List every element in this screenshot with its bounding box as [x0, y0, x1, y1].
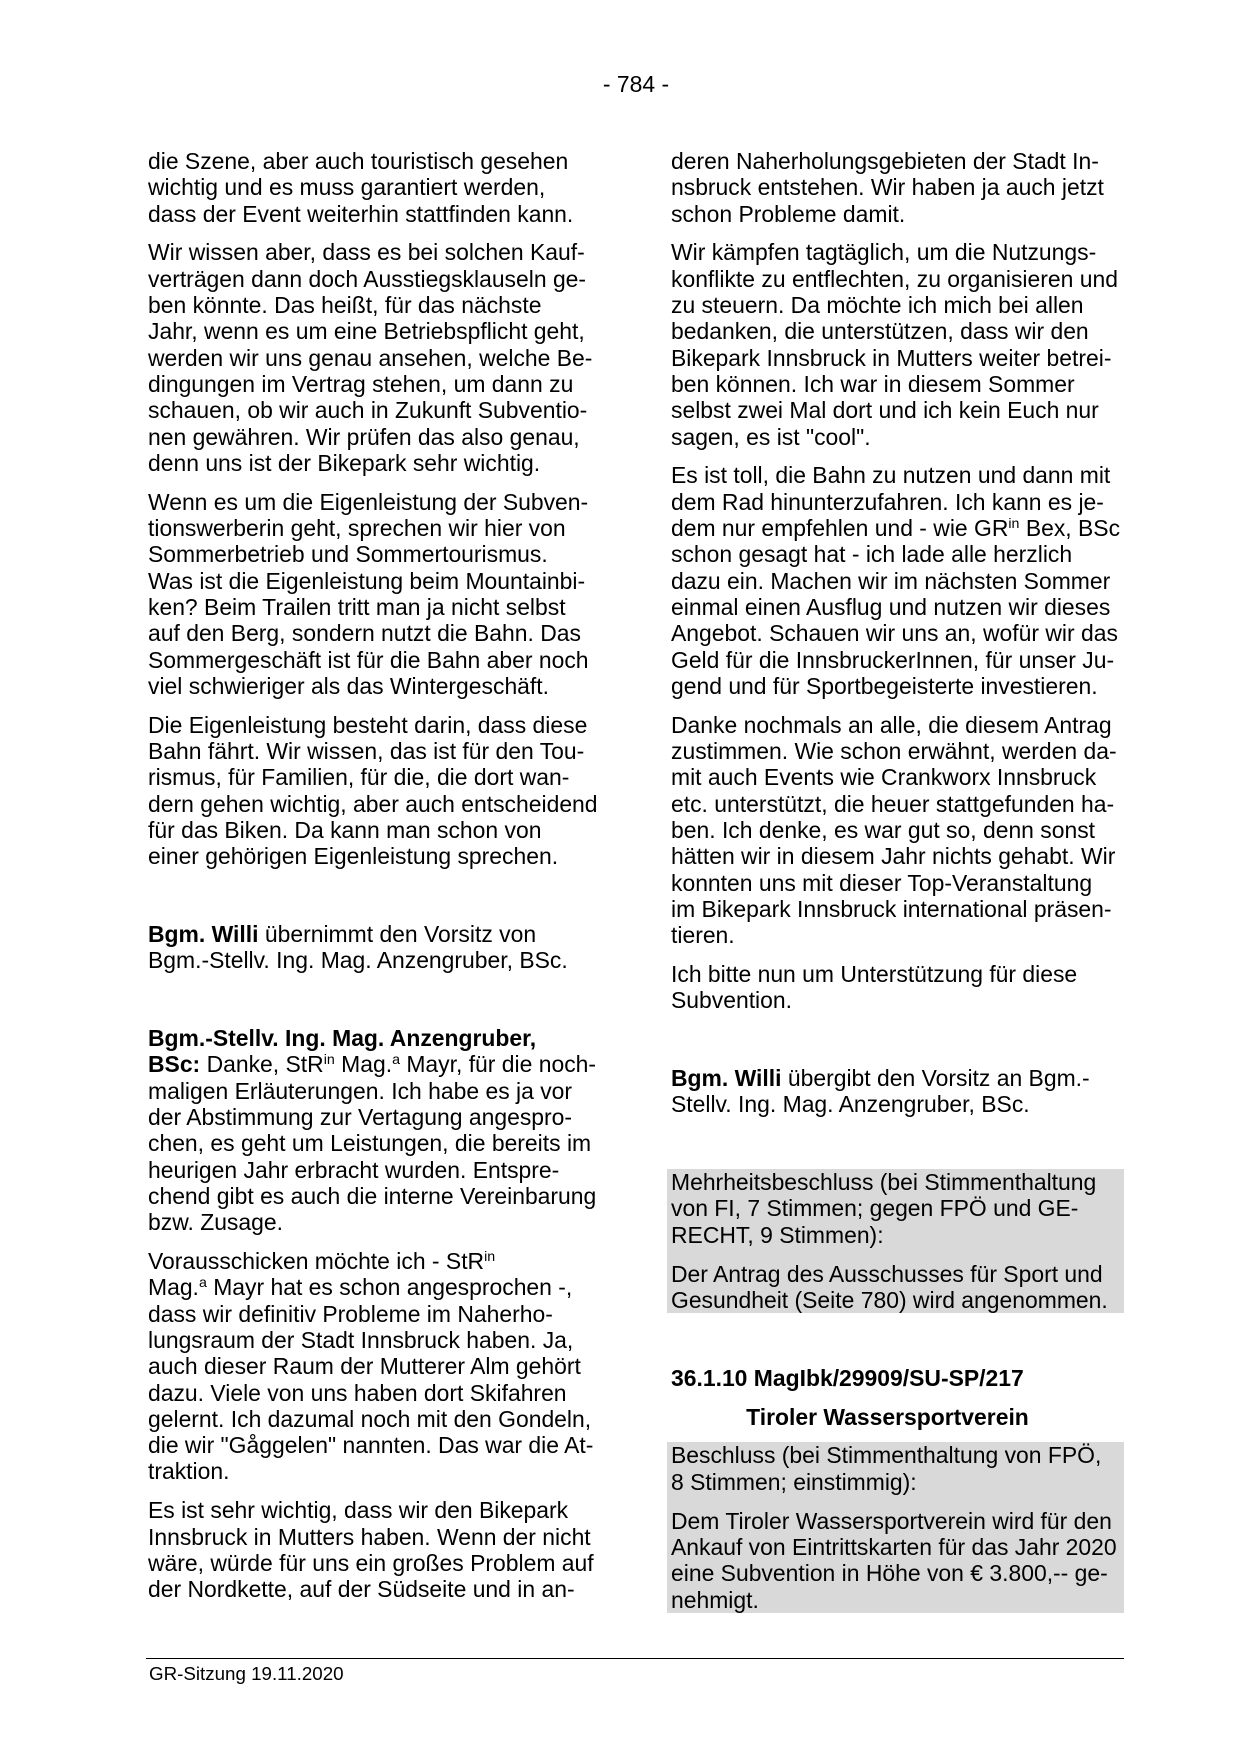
left-column	[148, 148, 601, 1615]
paragraph: Wir kämpfen tagtäglich, um die Nutzungs- konflikte zu entflechten, zu organisieren und zu steuern. Da möchte ich mich bei allen bedanken, die unterstützen, dass wir den Bikepark Innsbruck in Mutters weiter betrei- ben können. Ich war in diesem Sommer selbst zwei Mal dort und ich kein Euch nur sagen, es ist "cool".	[671, 239, 1118, 450]
paragraph: deren Naherholungsgebieten der Stadt In- nsbruck entstehen. Wir haben ja auch jetzt schon Probleme damit.	[671, 148, 1104, 227]
speech-text: Vorausschicken möchte ich - StR	[148, 1248, 485, 1275]
paragraph: Ich bitte nun um Unterstützung für diese Subvention.	[671, 960, 1078, 1014]
speech-text: Es ist toll, die Bahn zu nutzen und dann mit dem Rad hinunterzufahren. Ich kann es je- dem nur empfehlen und - wie GR	[671, 462, 1111, 542]
page-number: - 784 -	[602, 71, 670, 97]
chair-handover-note	[148, 921, 601, 974]
empty-line	[671, 1026, 1124, 1065]
superscript: in	[1008, 515, 1020, 532]
resolution-decision: Der Antrag des Ausschusses für Sport und Gesundheit (Seite 780) wird angenommen.	[671, 1260, 1108, 1313]
speech-text: Mayr hat es schon angesprochen -, dass wir definitiv Probleme im Naherho- lungsraum der Stadt Innsbruck haben. Ja, auch dieser Raum der Mutterer Alm gehört dazu. Viele von uns haben dort Skifahren gelernt. Ich dazumal noch mit den Gondeln, die wir "Gåggelen" nannten. Das war die At- traktion.	[148, 1274, 594, 1485]
superscript: a	[392, 1052, 400, 1069]
chair-handover-note	[671, 1065, 1124, 1118]
empty-line	[671, 1130, 1124, 1169]
speaker-name: Bgm.-Stellv. Ing. Mag. Anzengruber, BSc:	[148, 1025, 537, 1078]
speech-text: Danke, StR	[200, 1051, 324, 1078]
speaker-name: Bgm. Willi	[148, 920, 259, 947]
speech-text: Bex, BSc schon gesagt hat - ich lade alle herzlich dazu ein. Machen wir im nächsten Sommer einmal einen Ausflug und nutzen wir dieses Angebot. Schauen wir uns an, wofür wir das Geld für die InnsbruckerInnen, für unser Ju- gend und für Sportbegeisterte investieren.	[671, 515, 1121, 699]
right-column	[671, 148, 1124, 1625]
superscript: in	[484, 1248, 496, 1265]
paragraph: Wir wissen aber, dass es bei solchen Kauf- verträgen dann doch Ausstiegsklauseln ge- ben könnte. Das heißt, für das nächste Jahr, wenn es um eine Betriebspflicht geht, werden wir uns genau ansehen, welche Be- dingungen im Vertrag stehen, um dann zu schauen, ob wir auch in Zukunft Subventio- nen gewähren. Wir prüfen das also genau, denn uns ist der Bikepark sehr wichtig.	[148, 239, 593, 476]
resolution-decision: Dem Tiroler Wassersportverein wird für den Ankauf von Eintrittskarten für das Jahr 2020 eine Subvention in Höhe von € 3.800,-- ge- nehmigt.	[671, 1507, 1117, 1613]
paragraph: Es ist sehr wichtig, dass wir den Bikepark Innsbruck in Mutters haben. Wenn der nicht wäre, würde für uns ein großes Problem auf der Nordkette, auf der Südseite und in an-	[148, 1497, 594, 1603]
chair-handover-text: übernimmt den Vorsitz von Bgm.-Stellv. Ing. Mag. Anzengruber, BSc.	[148, 920, 568, 974]
paragraph: Wenn es um die Eigenleistung der Subven- tionswerberin geht, sprechen wir hier von Sommerbetrieb und Sommertourismus. Was ist die Eigenleistung beim Mountainbi- ken? Beim Trailen tritt man ja nicht selbst auf den Berg, sondern nutzt die Bahn. Das Sommergeschäft ist für die Bahn aber noch viel schwieriger als das Wintergeschäft.	[148, 488, 589, 699]
footer-text: GR-Sitzung 19.11.2020	[149, 1663, 344, 1684]
agenda-item-number: 36.1.10 MagIbk/29909/SU-SP/217	[671, 1364, 1024, 1391]
superscript: a	[198, 1275, 207, 1292]
speech-paragraph	[148, 1025, 601, 1235]
superscript: in	[323, 1052, 335, 1069]
resolution-box	[667, 1442, 1124, 1612]
speech-text: Mag.	[148, 1274, 199, 1301]
agenda-item-title: Tiroler Wassersportverein	[746, 1403, 1029, 1430]
paragraph	[671, 462, 1124, 699]
speaker-name: Bgm. Willi	[671, 1065, 782, 1092]
paragraph: Die Eigenleistung besteht darin, dass diese Bahn fährt. Wir wissen, das ist für den Tou- rismus, für Familien, für die, die dort wan- dern gehen wichtig, aber auch entscheidend für das Biken. Da kann man schon von einer gehörigen Eigenleistung sprechen.	[148, 711, 598, 870]
resolution-box	[667, 1169, 1124, 1313]
empty-line	[148, 986, 601, 1025]
speech-text: Mag.	[334, 1051, 393, 1078]
resolution-vote: Mehrheitsbeschluss (bei Stimmenthaltung von FI, 7 Stimmen; gegen FPÖ und GE- RECHT, 9 Stimmen):	[671, 1169, 1097, 1248]
speech-text: Mayr, für die noch- maligen Erläuterungen. Ich habe es ja vor der Abstimmung zur Vertagung angespro- chen, es geht um Leistungen, die bereits im heurigen Jahr erbracht wurden. Entspre- chend gibt es auch die interne Vereinbarung bzw. Zusage.	[148, 1051, 597, 1236]
empty-line	[148, 882, 601, 921]
chair-handover-text: übergibt den Vorsitz an Bgm.- Stellv. Ing. Mag. Anzengruber, BSc.	[671, 1065, 1090, 1118]
paragraph: Danke nochmals an alle, die diesem Antrag zustimmen. Wie schon erwähnt, werden da- mit auch Events wie Crankworx Innsbruck etc. unterstützt, die heuer stattgefunden ha- ben. Ich denke, es war gut so, denn sonst hätten wir in diesem Jahr nichts gehabt. Wir konnten uns mit dieser Top-Veranstaltung im Bikepark Innsbruck international präsen- tieren.	[671, 711, 1117, 949]
paragraph: die Szene, aber auch touristisch gesehen wichtig und es muss garantiert werden, dass der Event weiterhin stattfinden kann.	[148, 148, 574, 227]
footer-divider	[146, 1658, 1124, 1659]
speech-paragraph	[148, 1248, 601, 1485]
resolution-vote: Beschluss (bei Stimmenthaltung von FPÖ, 8 Stimmen; einstimmig):	[671, 1442, 1102, 1495]
empty-line	[671, 1326, 1124, 1365]
